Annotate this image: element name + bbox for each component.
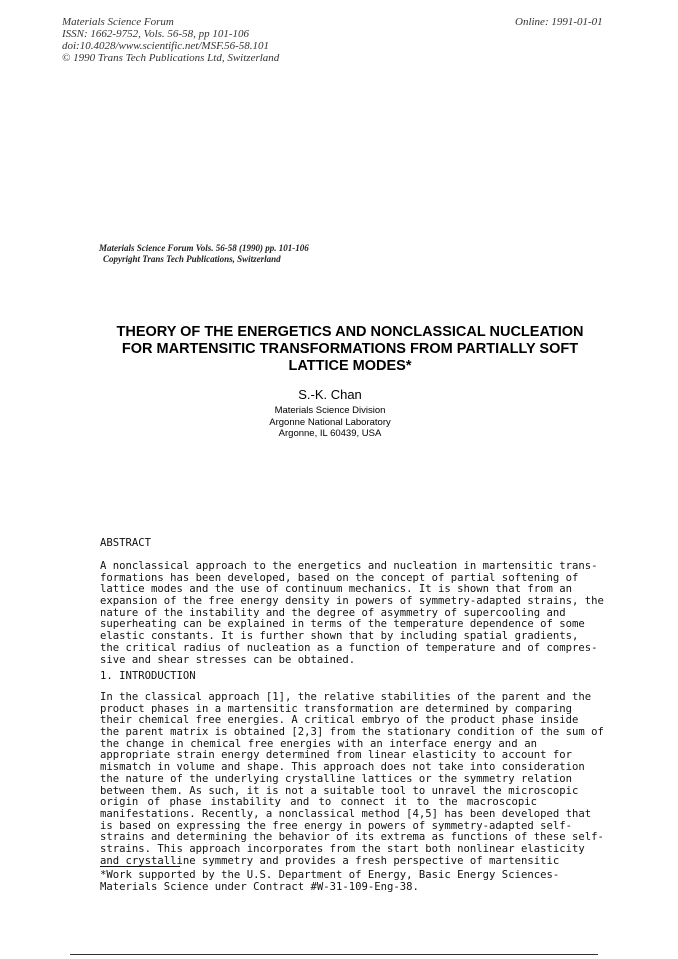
abstract-line: sive and shear stresses can be obtained.: [100, 653, 356, 666]
affiliation-division: Materials Science Division: [274, 405, 386, 416]
title-line-2: FOR MARTENSITIC TRANSFORMATIONS FROM PARTIALLY SOFT: [121, 341, 579, 357]
intro-line: the nature of the underlying crystalline lattices or the symmetry relation: [100, 772, 572, 785]
abstract-line: A nonclassical approach to the energetics and nucleation in martensitic trans-: [100, 560, 598, 572]
paper-title: [60, 324, 640, 375]
intro-line: strains. This approach incorporates from the start both nonlinear elasticity: [100, 842, 585, 855]
abstract-paragraph: [100, 560, 604, 666]
introduction-paragraph: [100, 691, 604, 867]
header-issn: ISSN: 1662-9752, Vols. 56-58, pp 101-106: [62, 28, 249, 40]
abstract-line: elastic constants. It is further shown that by including spatial gradients,: [100, 630, 579, 643]
page-bottom-rule: [70, 954, 598, 955]
title-line-3: LATTICE MODES*: [288, 358, 412, 374]
title-line-1: THEORY OF THE ENERGETICS AND NONCLASSICAL NUCLEATION: [116, 324, 584, 340]
abstract-line: superheating can be explained in terms of the temperature dependence of some: [100, 618, 585, 631]
introduction-heading: 1. INTRODUCTION: [100, 670, 196, 682]
footnote: [100, 869, 560, 893]
header-journal: Materials Science Forum: [62, 16, 174, 28]
affiliation-address: Argonne, IL 60439, USA: [278, 428, 382, 439]
intro-line: is based on expressing the free energy in powers of symmetry-adapted self-: [100, 819, 572, 832]
intro-line: between them. As such, it is not a suitable tool to unravel the microscopic: [100, 784, 579, 797]
abstract-line: lattice modes and the use of continuum mechanics. It is shown that from an: [100, 583, 572, 596]
intro-line: strains and determining the behavior of its extrema as functions of these self-: [100, 831, 604, 844]
intro-line: origin of phase instability and to connect it to the macroscopic: [100, 796, 537, 809]
header-doi: doi:10.4028/www.scientific.net/MSF.56-58.101: [62, 40, 270, 52]
intro-line: the change in chemical free energies with an interface energy and an: [100, 737, 537, 750]
journal-copyright-line: Copyright Trans Tech Publications, Switzerland: [103, 254, 281, 264]
affiliation-lab: Argonne National Laboratory: [269, 416, 391, 428]
intro-line: mismatch in volume and shape. This approach does not take into consideration: [100, 761, 585, 774]
abstract-line: nature of the instability and the degree of asymmetry of supercooling and: [100, 606, 566, 619]
author-name: S.-K. Chan: [298, 387, 362, 402]
intro-line: In the classical approach [1], the relative stabilities of the parent and the: [100, 691, 592, 703]
abstract-line: the critical radius of nucleation as a function of temperature and of compres-: [100, 641, 598, 654]
intro-line: their chemical free energies. A critical embryo of the product phase inside: [100, 714, 579, 727]
intro-line: appropriate strain energy determined from linear elasticity to account for: [100, 749, 572, 762]
abstract-line: formations has been developed, based on the concept of partial softening of: [100, 571, 579, 584]
intro-line: the parent matrix is obtained [2,3] from the stationary condition of the sum of: [100, 726, 604, 739]
abstract-line: expansion of the free energy density in powers of symmetry-adapted strains, the: [100, 595, 604, 608]
header-copyright: © 1990 Trans Tech Publications Ltd, Switzerland: [62, 52, 280, 64]
footnote-divider: [100, 866, 180, 867]
abstract-heading: ABSTRACT: [100, 537, 152, 549]
citation-header: [62, 16, 279, 64]
intro-line: and crystalline symmetry and provides a fresh perspective of martensitic: [100, 854, 560, 867]
author-affiliation: [200, 405, 460, 440]
footnote-line: Materials Science under Contract #W-31-109-Eng-38.: [100, 880, 419, 893]
footnote-line: *Work supported by the U.S. Department of Energy, Basic Energy Sciences-: [100, 869, 560, 881]
intro-line: manifestations. Recently, a nonclassical method [4,5] has been developed that: [100, 807, 592, 820]
journal-reference-line: Materials Science Forum Vols. 56-58 (1990) pp. 101-106: [99, 243, 309, 253]
journal-reference: [99, 243, 309, 265]
header-online-date: Online: 1991-01-01: [515, 16, 603, 28]
intro-line: product phases in a martensitic transformation are determined by comparing: [100, 702, 572, 715]
